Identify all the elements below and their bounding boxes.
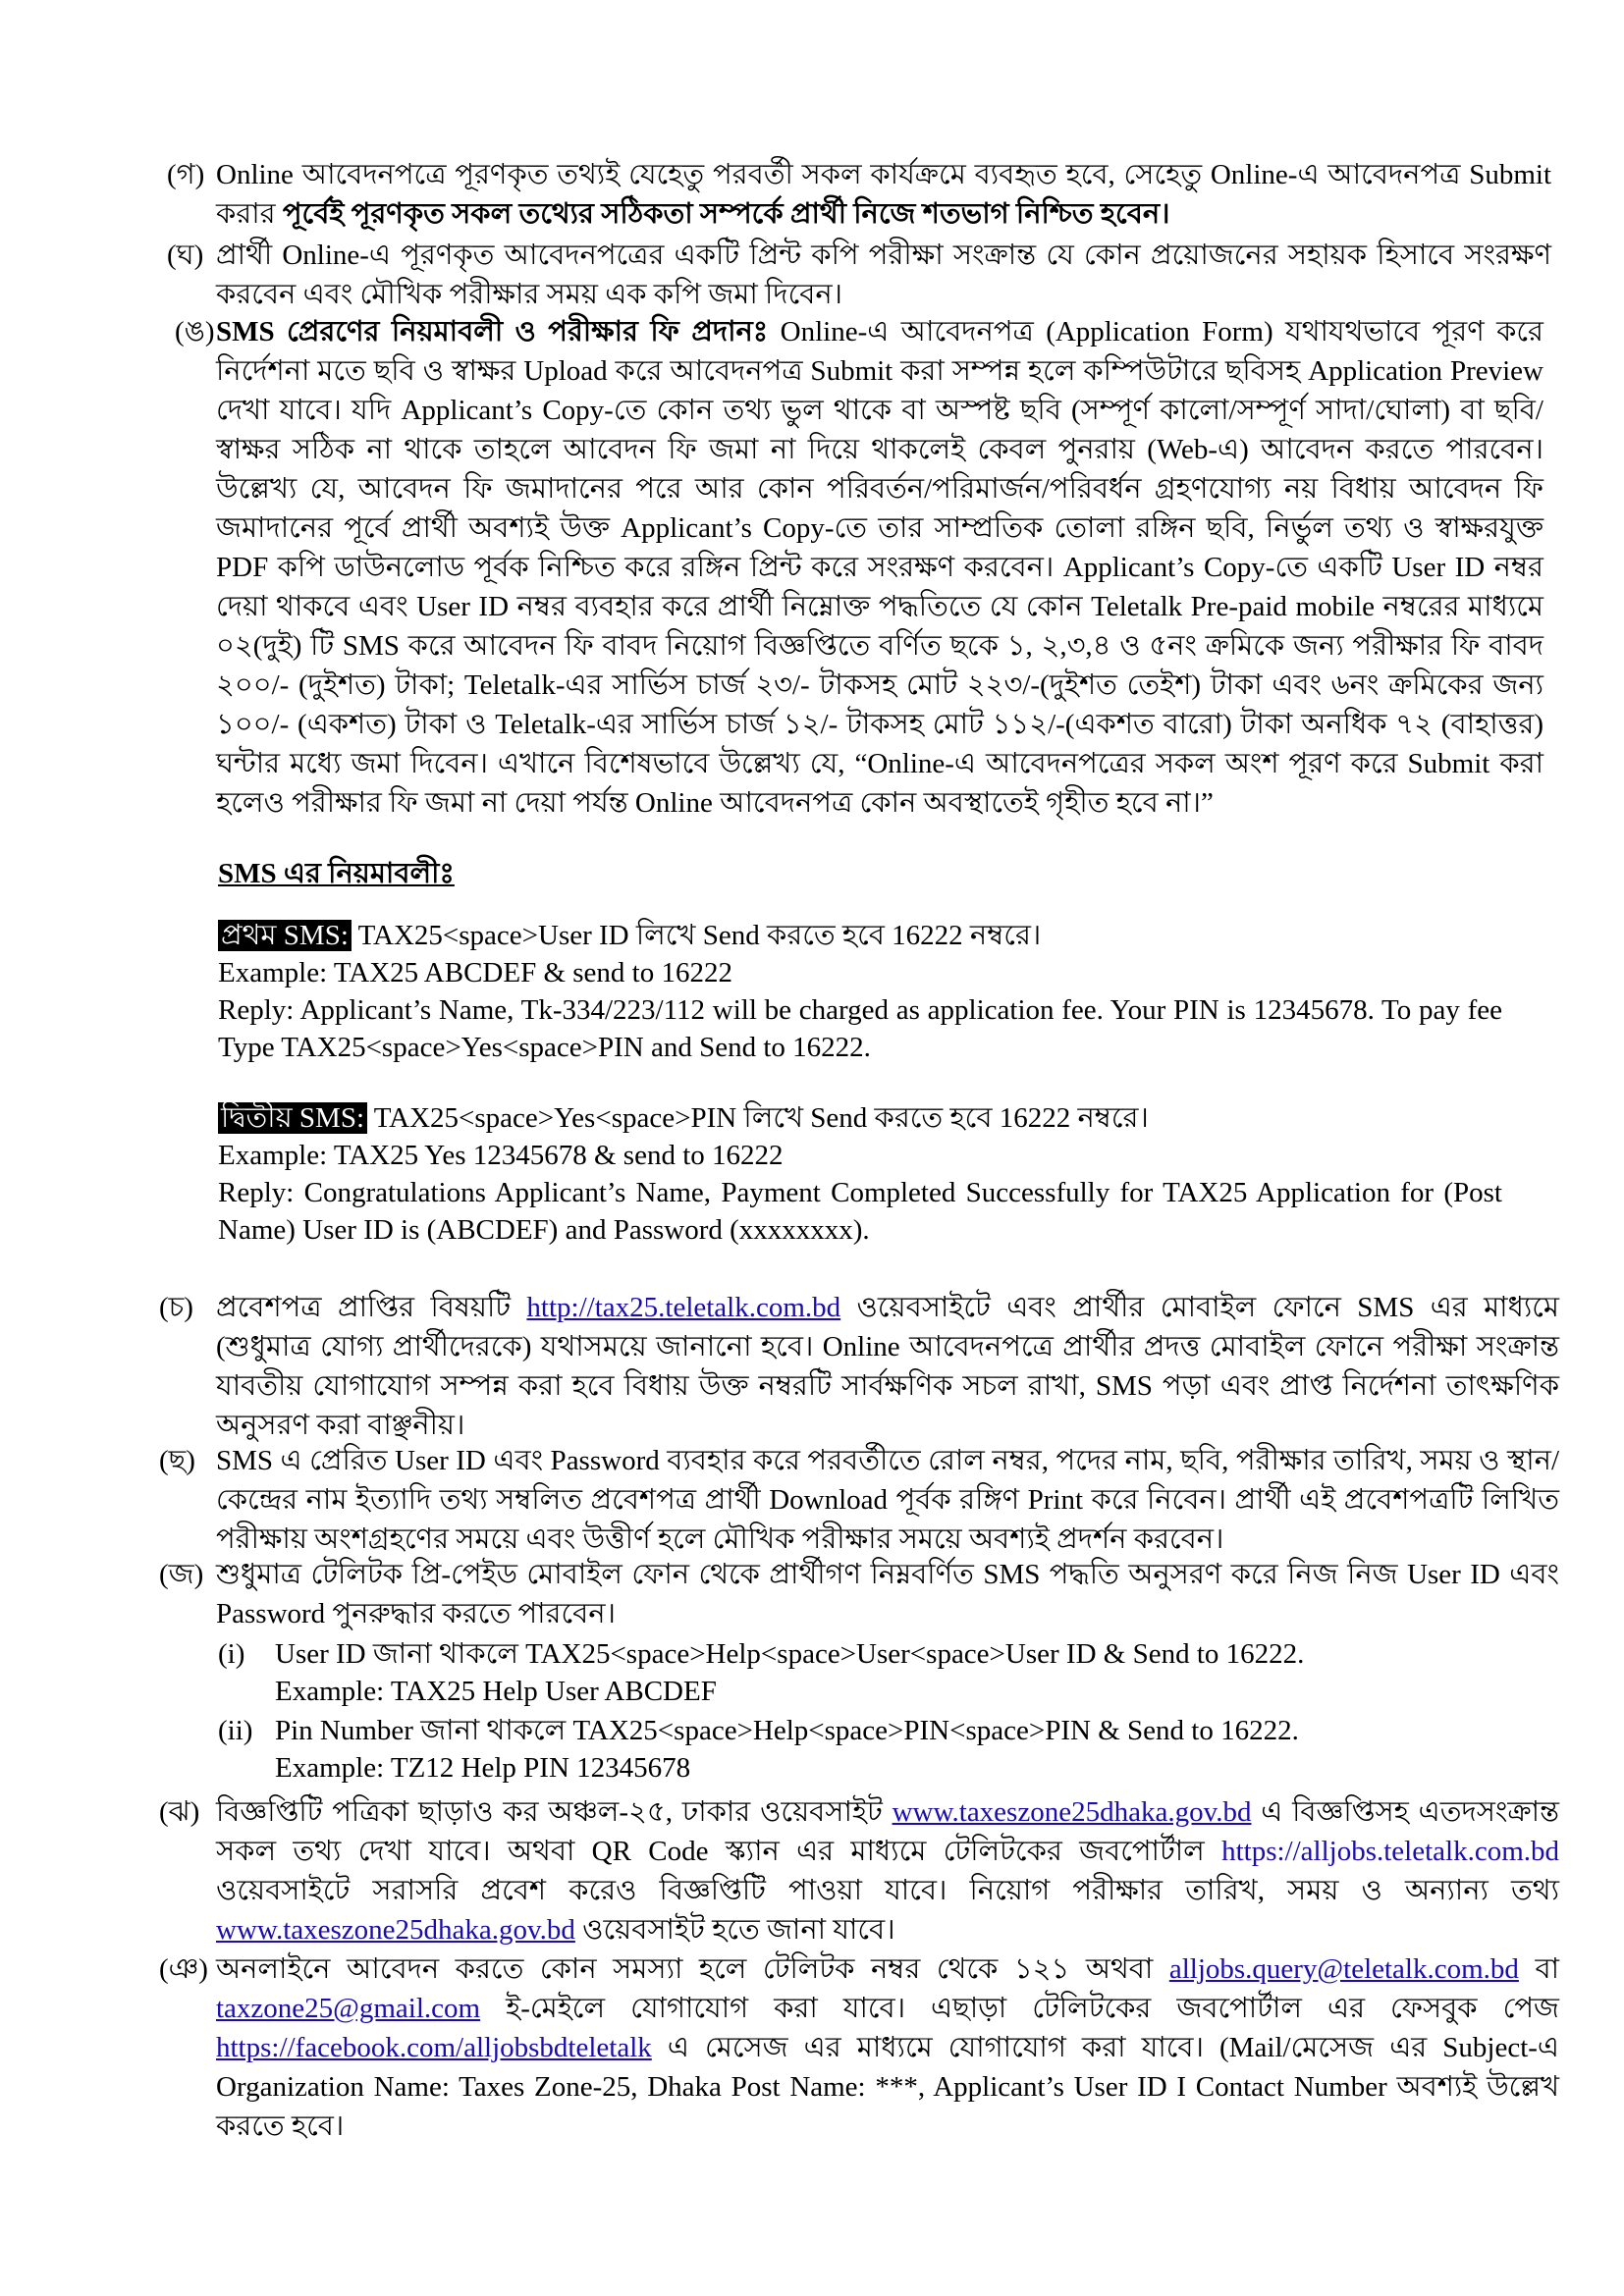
- section-label: (ঞ): [159, 1953, 208, 1985]
- section-text: বিজ্ঞপ্তিটি পত্রিকা ছাড়াও কর অঞ্চল-২৫, ঢাকার ওয়েবসাইট: [216, 1796, 893, 1828]
- second-sms-block: [218, 1099, 1502, 1249]
- first-sms-example: Example: TAX25 ABCDEF & send to 16222: [218, 957, 732, 988]
- item-example: Example: TAX25 Help User ABCDEF: [275, 1676, 717, 1707]
- item-number: (ii): [218, 1715, 253, 1746]
- taxzone-website-link-2[interactable]: www.taxeszone25dhaka.gov.bd: [216, 1914, 575, 1946]
- first-sms-reply: Reply: Applicant’s Name, Tk-334/223/112 will be charged as application fee. Your PIN is 12345678. To pay fee Type TAX25<space>Yes<space>PIN and Send to 16222.: [218, 994, 1502, 1063]
- admit-card-website-link[interactable]: http://tax25.teletalk.com.bd: [526, 1292, 841, 1323]
- section-text: ওয়েবসাইটে সরাসরি প্রবেশ করেও বিজ্ঞপ্তিটি পাওয়া যাবে। নিয়োগ পরীক্ষার তারিখ, সময় ও অন্যান্য তথ্য: [216, 1875, 1559, 1906]
- section-text: ওয়েবসাইট হতে জানা যাবে।: [574, 1914, 895, 1946]
- section-text: Online-এ আবেদনপত্র (Application Form) যথাযথভাবে পূরণ করে নির্দেশনা মতে ছবি ও স্বাক্ষর Upload করে আবেদনপত্র Submit করা সম্পন্ন হলে কম্পিউটারে ছবিসহ Application Preview দেখা যাবে। যদি Applicant’s Copy-তে কোন তথ্য ভুল থাকে বা অস্পষ্ট ছবি (সম্পূর্ণ কালো/সম্পূর্ণ সাদা/ঘোলা) বা ছবি/স্বাক্ষর সঠিক না থাকে তাহলে আবেদন ফি জমা না দিয়ে থাকলেই কেবল পুনরায় (Web-এ) আবেদন করতে পারবেন। উল্লেখ্য যে, আবেদন ফি জমাদানের পরে আর কোন পরিবর্তন/পরিমার্জন/পরিবর্ধন গ্রহণযোগ্য নয় বিধায় আবেদন ফি জমাদানের পূর্বে প্রার্থী অবশ্যই উক্ত Applicant’s Copy-তে তার সাম্প্রতিক তোলা রঙ্গিন ছবি, নির্ভুল তথ্য ও স্বাক্ষরযুক্ত PDF কপি ডাউনলোড পূর্বক নিশ্চিত করে রঙ্গিন প্রিন্ট করে সংরক্ষণ করবেন। Applicant’s Copy-তে একটি User ID নম্বর দেয়া থাকবে এবং User ID নম্বর ব্যবহার করে প্রার্থী নিম্নোক্ত পদ্ধতিতে যে কোন Teletalk Pre-paid mobile নম্বরের মাধ্যমে ০২(দুই) টি SMS করে আবেদন ফি বাবদ নিয়োগ বিজ্ঞপ্তিতে বর্ণিত ছকে ১, ২,৩,৪ ও ৫নং ক্রমিকে জন্য পরীক্ষার ফি বাবদ ২০০/- (দুইশত) টাকা; Teletalk-এর সার্ভিস চার্জ ২৩/- টাকসহ মোট ২২৩/-(দুইশত তেইশ) টাকা এবং ৬নং ক্রমিকের জন্য ১০০/- (একশত) টাকা ও Teletalk-এর সার্ভিস চার্জ ১২/- টাকসহ মোট ১১২/-(একশত বারো) টাকা অনধিক ৭২ (বাহাত্তর) ঘন্টার মধ্যে জমা দিবেন। এখানে বিশেষভাবে উল্লেখ্য যে, “Online-এ আবেদনপত্রের সকল অংশ পূরণ করে Submit করা হলেও পরীক্ষার ফি জমা না দেয়া পর্যন্ত Online আবেদনপত্র কোন অবস্থাতেই গৃহীত হবে না।”: [216, 316, 1543, 819]
- section-jha: [159, 1792, 1559, 1949]
- section-text: ওয়েবসাইটে এবং প্রার্থীর মোবাইল ফোনে SMS এর মাধ্যমে (শুধুমাত্র যোগ্য প্রার্থীদেরকে) যথাসময়ে জানানো হবে। Online আবেদনপত্রে প্রার্থীর প্রদত্ত মোবাইল ফোনে পরীক্ষা সংক্রান্ত যাবতীয় যোগাযোগ সম্পন্ন করা হবে বিধায় উক্ত নম্বরটি সার্বক্ষণিক সচল রাখা, SMS পড়া এবং প্রাপ্ত নির্দেশনা তাৎক্ষণিক অনুসরণ করা বাঞ্ছনীয়।: [216, 1292, 1559, 1441]
- section-text: এ বিজ্ঞপ্তিসহ এতদসংক্রান্ত সকল তথ্য দেখা যাবে। অথবা QR Code স্ক্যান এর মাধ্যমে টেলিটকের জবপোর্টাল: [216, 1796, 1560, 1867]
- section-text: প্রবেশপত্র প্রাপ্তির বিষয়টি: [216, 1292, 527, 1323]
- item-example: Example: TZ12 Help PIN 12345678: [275, 1752, 691, 1784]
- sms-rules-title: SMS এর নিয়মাবলীঃ: [218, 858, 455, 889]
- recovery-item-2: [218, 1712, 1490, 1787]
- section-label: (জ): [159, 1559, 204, 1590]
- item-text: User ID জানা থাকলে TAX25<space>Help<space>User<space>User ID & Send to 16222.: [275, 1638, 1305, 1670]
- section-label: (ঘ): [167, 240, 204, 271]
- section-text: ই-মেইলে যোগাযোগ করা যাবে। এছাড়া টেলিটকের জবপোর্টাল এর ফেসবুক পেজ: [480, 1993, 1559, 2024]
- second-sms-instruction: TAX25<space>Yes<space>PIN লিখে Send করতে হবে 16222 নম্বরে।: [367, 1102, 1149, 1134]
- section-text: বা: [1518, 1953, 1559, 1985]
- section-chha: [159, 1441, 1559, 1559]
- section-text: শুধুমাত্র টেলিটক প্রি-পেইড মোবাইল ফোন থেকে প্রার্থীগণ নিম্নবর্ণিত SMS পদ্ধতি অনুসরণ করে নিজ নিজ User ID এবং Password পুনরুদ্ধার করতে পারবেন।: [216, 1559, 1559, 1629]
- first-sms-instruction: TAX25<space>User ID লিখে Send করতে হবে 16222 নম্বরে।: [351, 920, 1042, 951]
- section-label: (ঝ): [159, 1796, 200, 1828]
- second-sms-tag: দ্বিতীয় SMS:: [218, 1102, 367, 1134]
- section-label: (চ): [159, 1292, 193, 1323]
- section-label: (গ): [167, 159, 205, 190]
- section-ja: [159, 1555, 1559, 1633]
- item-text: Pin Number জানা থাকলে TAX25<space>Help<space>PIN<space>PIN & Send to 16222.: [275, 1715, 1299, 1746]
- first-sms-tag: প্রথম SMS:: [218, 920, 352, 951]
- query-email-link[interactable]: alljobs.query@teletalk.com.bd: [1168, 1953, 1519, 1985]
- section-nya: [159, 1949, 1559, 2146]
- section-cha: [159, 1288, 1559, 1445]
- section-ga: [167, 155, 1551, 234]
- section-label: (ঙ): [175, 316, 215, 347]
- second-sms-reply: Reply: Congratulations Applicant’s Name, Payment Completed Successfully for TAX25 Application for (Post Name) User ID is (ABCDEF) and Password (xxxxxxxx).: [218, 1177, 1502, 1246]
- sms-rules-heading: [218, 854, 807, 893]
- item-number: (i): [218, 1638, 245, 1670]
- section-umo: [175, 312, 1543, 823]
- section-text: Online আবেদনপত্রে পূরণকৃত তথ্যই যেহেতু পরবর্তী সকল কার্যক্রমে ব্যবহৃত হবে, সেহেতু Online-এ আবেদনপত্র Submit করার: [216, 159, 1551, 230]
- section-text-bold: পূর্বেই পূরণকৃত সকল তথ্যের সঠিকতা সম্পর্কে প্রার্থী নিজে শতভাগ নিশ্চিত হবেন।: [282, 198, 1170, 230]
- second-sms-example: Example: TAX25 Yes 12345678 & send to 16222: [218, 1140, 784, 1171]
- alljobs-portal-link[interactable]: https://alljobs.teletalk.com.bd: [1221, 1836, 1559, 1867]
- recovery-item-1: [218, 1635, 1490, 1710]
- section-text: SMS এ প্রেরিত User ID এবং Password ব্যবহার করে পরবর্তীতে রোল নম্বর, পদের নাম, ছবি, পরীক্ষার তারিখ, সময় ও স্থান/কেন্দ্রের নাম ইত্যাদি তথ্য সম্বলিত প্রবেশপত্র প্রার্থী Download পূর্বক রঙ্গিণ Print করে নিবেন। প্রার্থী এই প্রবেশপত্রটি লিখিত পরীক্ষায় অংশগ্রহণের সময়ে এবং উত্তীর্ণ হলে মৌখিক পরীক্ষার সময়ে অবশ্যই প্রদর্শন করবেন।: [216, 1445, 1559, 1555]
- section-text: অনলাইনে আবেদন করতে কোন সমস্যা হলে টেলিটক নম্বর থেকে ১২১ অথবা: [216, 1953, 1169, 1985]
- section-heading-bold: SMS প্রেরণের নিয়মাবলী ও পরীক্ষার ফি প্রদানঃ: [216, 316, 769, 347]
- taxzone-website-link[interactable]: www.taxeszone25dhaka.gov.bd: [892, 1796, 1252, 1828]
- section-text: এ মেসেজ এর মাধ্যমে যোগাযোগ করা যাবে। (Mail/মেসেজ এর Subject-এ Organization Name: Taxes Zone-25, Dhaka Post Name: ***, Applicant’s User ID I Contact Number অবশ্যই উল্লেখ করতে হবে।: [216, 2032, 1559, 2142]
- section-text: প্রার্থী Online-এ পূরণকৃত আবেদনপত্রের একটি প্রিন্ট কপি পরীক্ষা সংক্রান্ত যে কোন প্রয়োজনের সহায়ক হিসাবে সংরক্ষণ করবেন এবং মৌখিক পরীক্ষার সময় এক কপি জমা দিবেন।: [216, 240, 1551, 310]
- section-label: (ছ): [159, 1445, 195, 1476]
- taxzone-email-link[interactable]: taxzone25@gmail.com: [216, 1993, 481, 2024]
- facebook-page-link[interactable]: https://facebook.com/alljobsbdteletalk: [216, 2032, 652, 2063]
- first-sms-block: [218, 917, 1502, 1066]
- section-gha: [167, 236, 1551, 314]
